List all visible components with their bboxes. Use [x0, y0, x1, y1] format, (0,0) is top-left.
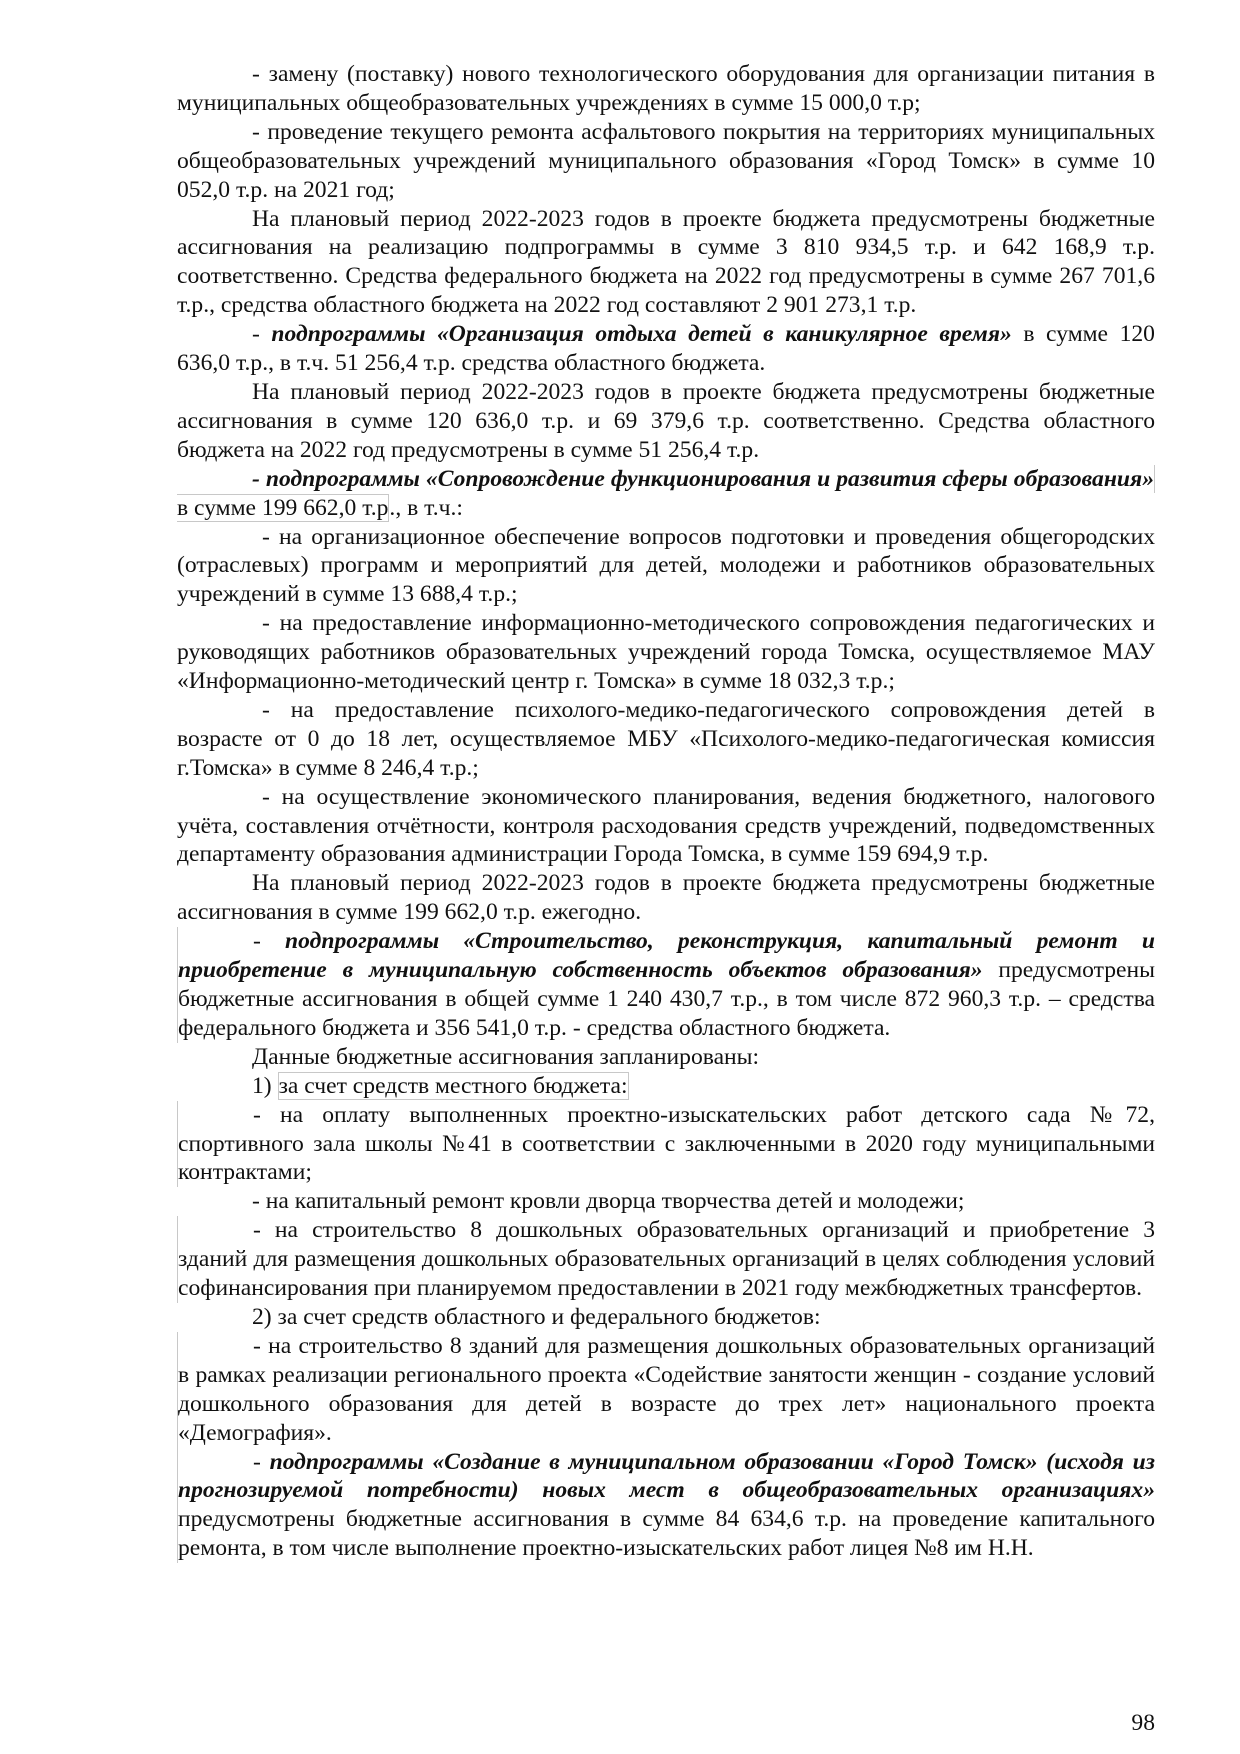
- paragraph-methodical-support: - на предоставление информационно-методического сопровождения педагогических и руководящих работников образовательных учреждений города Томска, осуществляемое МАУ «Информационно-методический центр г. Томска» в сумме 18 032,3 т.р.;: [177, 610, 1155, 695]
- list-number: 1): [252, 1072, 272, 1099]
- paragraph-design-works: - на оплату выполненных проектно-изыскательских работ детского сада №72, спортивного зала школы №41 в соответствии с заключенными в 2020 году муниципальными контрактами;: [178, 1101, 1155, 1186]
- paragraph-local-budget: [177, 1072, 1155, 1101]
- paragraph-kindergarten-construction: - на строительство 8 дошкольных образовательных организаций и приобретение 3 зданий для размещения дошкольных образовательных организаций в целях соблюдения условий софинансирования при планируемом предоставлении в 2021 году межбюджетных трансфертов.: [178, 1217, 1155, 1302]
- paragraph-allocations-planned: Данные бюджетные ассигнования запланированы:: [252, 1043, 760, 1070]
- subprogram-title: подпрограммы «Строительство, реконструкция, капитальный ремонт и приобретение в муниципальную собственность объектов образования»: [178, 928, 1155, 984]
- paragraph-subprogram-new-places: [177, 1448, 1155, 1564]
- dash: -: [253, 928, 286, 955]
- paragraph-planning-period-3: На плановый период 2022-2023 годов в проекте бюджета предусмотрены бюджетные ассигнования в сумме 199 662,0 т.р. ежегодно.: [177, 870, 1155, 926]
- paragraph-text: предусмотрены бюджетные ассигнования в сумме 84 634,6 т.р. на проведение капитального ремонта, в том числе выполнение проектно-изыскательских работ лицея №8 им Н.Н.: [178, 1506, 1155, 1562]
- tracked-change-box: за счет средств местного бюджета:: [278, 1072, 628, 1099]
- paragraph-subprogram-construction: [177, 927, 1155, 1043]
- paragraph-equipment: - замену (поставку) нового технологического оборудования для организации питания в муниципальных общеобразовательных учреждениях в сумме 15 000,0 т.р;: [177, 61, 1155, 116]
- paragraph-demography-project: - на строительство 8 зданий для размещения дошкольных образовательных организаций в рамках реализации регионального проекта «Содействие занятости женщин - создание условий дошкольного образования для детей в возрасте до трех лет» национального проекта «Демография».: [178, 1332, 1155, 1446]
- paragraph-planning-period-2: На плановый период 2022-2023 годов в проекте бюджета предусмотрены бюджетные ассигнования в сумме 120 636,0 т.р. и 69 379,6 т.р. соответственно. Средства областного бюджета на 2022 год предусмотрены в сумме 51 256,4 т.р.: [177, 378, 1155, 463]
- page-number: 98: [1131, 1710, 1155, 1736]
- paragraph-asphalt-repair: - проведение текущего ремонта асфальтового покрытия на территориях муниципальных общеобразовательных учреждений муниципального образования «Город Томск» в сумме 10 052,0 т.р. на 2021 год;: [177, 118, 1155, 203]
- paragraph-economic-planning: - на осуществление экономического планирования, ведения бюджетного, налогового учёта, составления отчётности, контроля расходования средств учреждений, подведомственных департаменту образования администрации Города Томска, в сумме 159 694,9 т.р.: [177, 783, 1155, 868]
- tracked-change-box: в сумме 199 662,0 т.р: [177, 465, 1155, 522]
- paragraph-text: предусмотрены бюджетные ассигнования в общей сумме 1 240 430,7 т.р., в том числе 872 960,3 т.р. – средства федерального бюджета и 356 541,0 т.р. - средства областного бюджета.: [178, 957, 1155, 1041]
- dash: -: [253, 1448, 270, 1475]
- document-body: [177, 60, 1155, 1563]
- paragraph-planning-period-1: На плановый период 2022-2023 годов в проекте бюджета предусмотрены бюджетные ассигнования на реализацию подпрограммы в сумме 3 810 934,5 т.р. и 642 168,9 т.р. соответственно. Средства федерального бюджета на 2022 год предусмотрены в сумме 267 701,6 т.р., средства областного бюджета на 2022 год составляют 2 901 273,1 т.р.: [177, 205, 1155, 319]
- paragraph-text: ., в т.ч.:: [389, 494, 463, 521]
- subprogram-title: - подпрограммы «Сопровождение функционирования и развития сферы образования»: [252, 465, 1154, 492]
- paragraph-text: в сумме 120 636,0 т.р., в т.ч. 51 256,4 т.р. средства областного бюджета.: [177, 321, 1155, 377]
- subprogram-title: подпрограммы «Организация отдыха детей в каникулярное время»: [271, 321, 1012, 348]
- paragraph-organizational-support: - на организационное обеспечение вопросов подготовки и проведения общегородских (отраслевых) программ и мероприятий для детей, молодежи и работников образовательных учреждений в сумме 13 688,4 т.р.;: [177, 523, 1155, 608]
- paragraph-subprogram-recreation: [177, 320, 1155, 378]
- subprogram-title: подпрограммы «Создание в муниципальном образовании «Город Томск» (исходя из прогнозируемой потребности) новых мест в общеобразовательных организациях»: [178, 1448, 1155, 1504]
- dash: -: [252, 321, 272, 348]
- paragraph-regional-federal-budget: 2) за счет средств областного и федерального бюджетов:: [252, 1303, 821, 1330]
- paragraph-subprogram-support: [177, 465, 1155, 523]
- paragraph-psychological-support: - на предоставление психолого-медико-педагогического сопровождения детей в возрасте от 0 до 18 лет, осуществляемое МБУ «Психолого-медико-педагогическая комиссия г.Томска» в сумме 8 246,4 т.р.;: [177, 696, 1155, 781]
- paragraph-roof-repair: - на капитальный ремонт кровли дворца творчества детей и молодежи;: [252, 1188, 965, 1215]
